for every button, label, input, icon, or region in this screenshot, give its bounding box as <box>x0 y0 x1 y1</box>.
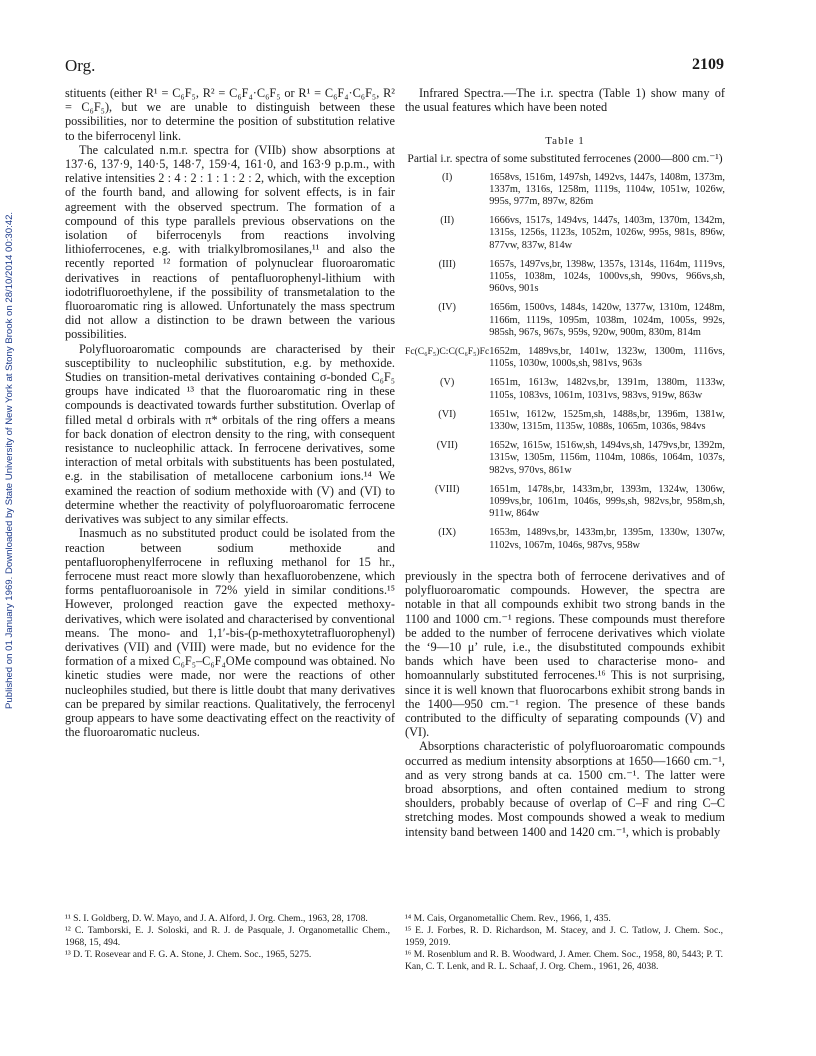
table-row <box>405 215 725 259</box>
bands-cell: 1651w, 1612w, 1525m,sh, 1488s,br, 1396m, 1381w, 1330w, 1315m, 1135w, 1088s, 1065m, 1036s, 984vs <box>489 408 725 433</box>
ir-spectra-table <box>405 172 725 559</box>
section-intro: Infrared Spectra.—The i.r. spectra (Table 1) show many of the usual features which have been noted <box>405 86 725 115</box>
paragraph: The calculated n.m.r. spectra for (VIIb) show absorptions at 137·6, 137·9, 140·5, 148·7, 159·4, 161·0, and 163·9 p.p.m., with relative intensities 2 : 4 : 2 : 1 : 1 : 2 : 2, which, with the exception of the fourth band, and allowing for solvent effects, is in fair agreement with the observed spectrum. The formation of a compound of this type parallels previous observations on the isolation of biferrocenyls from reactions involving lithioferrocenes, e.g. with trialkylbromosilanes,¹¹ and also the recently reported ¹² formation of polynuclear fluoroaromatic derivatives in reactions of pentafluorophenyl-lithium with iodotrifluoroethylene, if the possibility of transmetalation to the fluoroaromatic ring is allowed. Unfortunately the mass spectrum did not allow a distinction to be drawn between the various possibilities. <box>65 142 395 342</box>
bands-cell: 1653m, 1489vs,br, 1433m,br, 1395m, 1330w, 1307w, 1102vs, 1067m, 1046s, 987vs, 958w <box>489 527 725 551</box>
bands-cell: 1651m, 1613w, 1482vs,br, 1391m, 1380m, 1133w, 1105s, 1083vs, 1061m, 1031vs, 983vs, 919w, 863w <box>489 377 725 401</box>
compound-cell: (IX) <box>438 527 456 539</box>
table-row <box>405 527 725 558</box>
compound-cell: (II) <box>440 215 454 227</box>
bands-cell: 1666vs, 1517s, 1494vs, 1447s, 1403m, 1370m, 1342m, 1315s, 1256s, 1123s, 1052m, 1026w, 995s, 981s, 896w, 877vw, 837w, 814w <box>489 215 725 251</box>
footnote: ¹⁶ M. Rosenblum and R. B. Woodward, J. Amer. Chem. Soc., 1958, 80, 5443; P. T. Kan, C. T. Lenk, and R. L. Schaaf, J. Org. Chem., 1961, 26, 4038. <box>405 949 723 972</box>
footnotes-right <box>405 913 723 973</box>
paragraph: Polyfluoroaromatic compounds are characterised by their susceptibility to nucleophilic substitution, e.g. by methoxide. Studies on transition-metal derivatives containing σ-bonded C₆F₅ groups have indicated ¹³ that the fluoroaromatic ring in these compounds is deactivated towards further substitution. Overlap of filled metal d orbirals with π* orbitals of the ring offers a means for back donation of electron density to the ring, with consequent resistance to nucleophilic attack. In ferrocene derivatives, some interaction of metal orbitals with substituents has been postulated, e.g. in the stabilisation of metallocene carbonium ions.¹⁴ We examined the reaction of sodium methoxide with (V) and (VI) to determine whether the reactivity of polyfluoroaromatic ferrocene derivatives was subject to any similar effects. <box>65 341 395 527</box>
right-column <box>405 86 725 839</box>
table-row <box>405 409 725 440</box>
compound-cell: (VIII) <box>434 483 460 495</box>
footnote: ¹⁵ E. J. Forbes, R. D. Richardson, M. Stacey, and J. C. Tatlow, J. Chem. Soc., 1959, 2019. <box>405 925 723 948</box>
bands-cell: 1652m, 1489vs,br, 1401w, 1323w, 1300m, 1116vs, 1105s, 1030w, 1000s,sh, 981vs, 963s <box>489 346 725 370</box>
paragraph: Inasmuch as no substituted product could be isolated from the reaction between sodium methoxide and pentafluorophenylferrocene in refluxing methanol for 15 hr., ferrocene must react more slowly than hexafluorobenzene, which forms pentafluoroanisole in 72% yield in similar conditions.¹⁵ However, prolonged reaction gave the expected methoxy-derivatives, which were isolated and characterised by conventional means. The mono- and 1,1′-bis-(p-methoxytetrafluorophenyl) derivatives (VII) and (VIII) were made, but no evidence for the formation of a mixed C₆F₅–C₆F₄OMe compound was obtained. No kinetic studies were made, nor were the reactions of other nucleophiles studied, but there is little doubt that many derivatives can be prepared by similar reactions. Qualitatively, the ferrocenyl group appears to have some deactivating effect on the reactivity of the fluoroaromatic nucleus. <box>65 526 395 740</box>
bands-cell: 1658vs, 1516m, 1497sh, 1492vs, 1447s, 1408m, 1373m, 1337m, 1316s, 1258m, 1119s, 1104w, 1051w, 1026w, 995s, 977m, 897w, 826m <box>489 171 725 208</box>
footnote: ¹⁴ M. Cais, Organometallic Chem. Rev., 1966, 1, 435. <box>405 913 611 924</box>
table-title: Table 1 <box>545 135 585 148</box>
running-head: Org. <box>65 56 96 75</box>
table-row <box>405 302 725 346</box>
footnotes-left <box>65 913 390 962</box>
table-row <box>405 259 725 303</box>
compound-cell: (VI) <box>438 408 456 420</box>
compound-cell: (I) <box>441 171 453 183</box>
compound-cell: Fc(C₆F₅)C:C(C₆F₅)Fc <box>405 346 490 358</box>
footnote: ¹² C. Tamborski, E. J. Soloski, and R. J. de Pasquale, J. Organometallic Chem., 1968, 15, 494. <box>65 925 390 948</box>
left-column <box>65 86 395 739</box>
footnote: ¹¹ S. I. Goldberg, D. W. Mayo, and J. A. Alford, J. Org. Chem., 1963, 28, 1708. <box>65 913 368 924</box>
table-caption: Partial i.r. spectra of some substituted ferrocenes (2000—800 cm.⁻¹) <box>407 152 723 165</box>
bands-cell: 1651m, 1478s,br, 1433m,br, 1393m, 1324w, 1306w, 1099vs,br, 1061m, 1046s, 999s,sh, 982vs,br, 958m,sh, 911w, 864w <box>489 483 725 520</box>
download-notice: Published on 01 January 1969. Downloaded by State University of New York at Stony Brook on 28/10/2014 00:30:42. <box>4 211 15 709</box>
page-number: 2109 <box>692 56 724 73</box>
paragraph: previously in the spectra both of ferrocene derivatives and of polyfluoroaromatic compounds. However, the spectra are notable in that all compounds exhibit two strong bands in the 1100 and 1000 cm.⁻¹ regions. These compounds must therefore be added to the number of ferrocene derivatives which violate the ‘9—10 μ’ rule, i.e., the disubstituted compounds exhibit bands which have been used to characterise mono- and homoannularly substituted ferrocenes.¹⁶ This is not surprising, since it is well known that fluorocarbons exhibit strong bands in the 1400—950 cm.⁻¹ region. The presence of these bands contributed to the difficulty of separating compounds (V) and (VI). <box>405 568 725 740</box>
table-row <box>405 484 725 528</box>
bands-cell: 1657s, 1497vs,br, 1398w, 1357s, 1314s, 1164m, 1119vs, 1105s, 1038m, 1024s, 1000vs,sh, 990vs, 966vs,sh, 960vs, 901s <box>489 258 725 295</box>
paragraph: stituents (either R¹ = C₆F₅, R² = C₆F₄·C₆F₅ or R¹ = C₆F₄·C₆F₅, R² = C₆F₅), but we are unable to distinguish between these possibilities, nor to determine the position of substitution relative to the biferrocenyl link. <box>65 86 395 143</box>
table-row <box>405 377 725 408</box>
paragraph: Absorptions characteristic of polyfluoroaromatic compounds occurred as medium intensity absorptions at 1650—1660 cm.⁻¹, and as very strong bands at ca. 1500 cm.⁻¹. The latter were broad absorptions, and often contained medium to strong shoulders, probably because of overlap of C–F and ring C–C stretching modes. Most compounds showed a weak to medium intensity band between 1400 and 1420 cm.⁻¹, which is probably <box>405 739 725 839</box>
table-row <box>405 346 725 377</box>
compound-cell: (VII) <box>436 440 458 452</box>
compound-cell: (V) <box>439 377 455 389</box>
table-row <box>405 172 725 216</box>
bands-cell: 1656m, 1500vs, 1484s, 1420w, 1377w, 1310m, 1248m, 1166m, 1119s, 1095m, 1038m, 1024m, 1005s, 992s, 985sh, 967s, 967s, 959s, 920w, 900m, 830m, 814m <box>489 302 725 338</box>
compound-cell: (IV) <box>438 302 456 314</box>
table-row <box>405 440 725 484</box>
bands-cell: 1652w, 1615w, 1516w,sh, 1494vs,sh, 1479vs,br, 1392m, 1315w, 1305m, 1156m, 1104m, 1086s, 1064m, 1037s, 982vs, 970vs, 861w <box>489 440 725 476</box>
footnote: ¹³ D. T. Rosevear and F. G. A. Stone, J. Chem. Soc., 1965, 5275. <box>65 949 312 961</box>
compound-cell: (III) <box>438 258 456 270</box>
